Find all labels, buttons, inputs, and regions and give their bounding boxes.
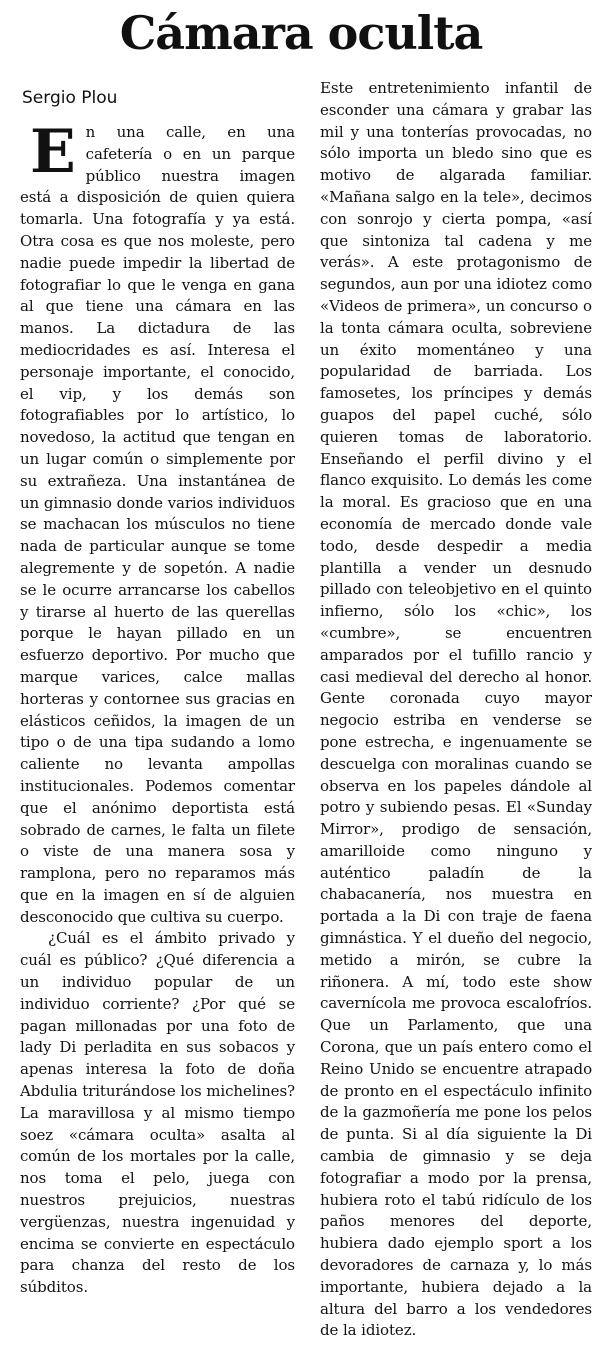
left-column (20, 117, 295, 1299)
paragraph-3: Este entretenimiento infantil de esconder una cámara y grabar las mil y una tonterías provocadas, no sólo importa un bledo sino que es motivo de algarada familiar. «Mañana salgo en la tele», decimos con sonrojo y cierta pompa, «así que sintoniza tal cadena y me verás». A este protagonismo de segundos, aun por una idiotez como «Videos de primera», un concurso o la tonta cámara oculta, sobreviene un éxito momentáneo y una popularidad de barriada. Los famosetes, los príncipes y demás guapos del papel cuché, sólo quieren tomas de laboratorio. Enseñando el perfil divino y el flanco exquisito. Lo demás les come la moral. Es gracioso que en una economía de mercado donde vale todo, desde despedir a media plantilla a vender un desnudo pillado con teleobjetivo en el quinto infierno, sólo los «chic», los «cumbre», se encuentren amparados por el tufillo rancio y casi medieval del derecho al honor. Gente coronada cuyo mayor negocio estriba en venderse se pone estrecha, e ingenuamente se descuelga con moralinas cuando se observa en los papeles dándole al potro y subiendo pesas. El «Sunday Mirror», prodigo de sensación, amarilloide como ninguno y auténtico paladín de la chabacanería, nos muestra en portada a la Di con traje de faena gimnástica. Y el dueño del negocio, metido a mirón, se cubre la riñonera. A mí, todo este show cavernícola me provoca escalofríos. Que un Parlamento, que una Corona, que un país entero como el Reino Unido se encuentre atrapado de pronto en el espectáculo infinito de la gazmoñería me pone los pelos de punta. Si al día siguiente la Di cambia de gimnasio y se deja fotografiar a modo por la prensa, hubiera roto el tabú ridículo de los paños menores del deporte, hubiera dado ejemplo sport a los devoradores de carnaza y, lo más importante, hubiera dejado a la altura del barro a los vendedores de la idiotez. (320, 79, 592, 1340)
paragraph-1 (20, 117, 295, 928)
article-byline: Sergio Plou (22, 88, 118, 108)
drop-cap: E (30, 117, 76, 187)
paragraph-2: ¿Cuál es el ámbito privado y cuál es público? ¿Qué diferencia a un individuo popular de un individuo corriente? ¿Por qué se pagan millonadas por una foto de lady Di perladita en sus sobacos y apenas interesa la foto de doña Abdulia triturándose los michelines? La maravillosa y al mismo tiempo soez «cámara oculta» asalta al común de los mortales por la calle, nos toma el pelo, juega con nuestros prejuicios, nuestras vergüenzas, nuestra ingenuidad y encima se convierte en espectáculo para chanza del resto de los súbditos. (20, 929, 295, 1297)
right-column (320, 78, 592, 1342)
paragraph-1-text: n una calle, en una cafetería o en un parque público nuestra imagen está a disposición de quien quiera tomarla. Una fotografía y ya está. Otra cosa es que nos moleste, pero nadie puede impedir la libertad de fotografiar lo que le venga en gana al que tiene una cámara en las manos. La dictadura de las mediocridades es así. Interesa el personaje importante, el conocido, el vip, y los demás son fotografiables por lo artístico, lo novedoso, la actitud que tengan en un lugar común o simplemente por su extrañeza. Una instantánea de un gimnasio donde varios individuos se machacan los músculos no tiene nada de particular aunque se tome alegremente y de sopetón. A nadie se le ocurre arrancarse los cabellos y tirarse al huerto de las querellas porque le hayan pillado en un esfuerzo deportivo. Por mucho que marque varices, calce mallas horteras y contornee sus gracias en elásticos ceñidos, la imagen de un tipo o de una tipa sudando a lomo caliente no levanta ampollas institucionales. Podemos comentar que el anónimo deportista está sobrado de carnes, le falta un filete o viste de una manera sosa y ramplona, pero no reparamos más que en la imagen en sí de alguien desconocido que cultiva su cuerpo. (20, 123, 295, 926)
article-headline: Cámara oculta (119, 6, 483, 60)
